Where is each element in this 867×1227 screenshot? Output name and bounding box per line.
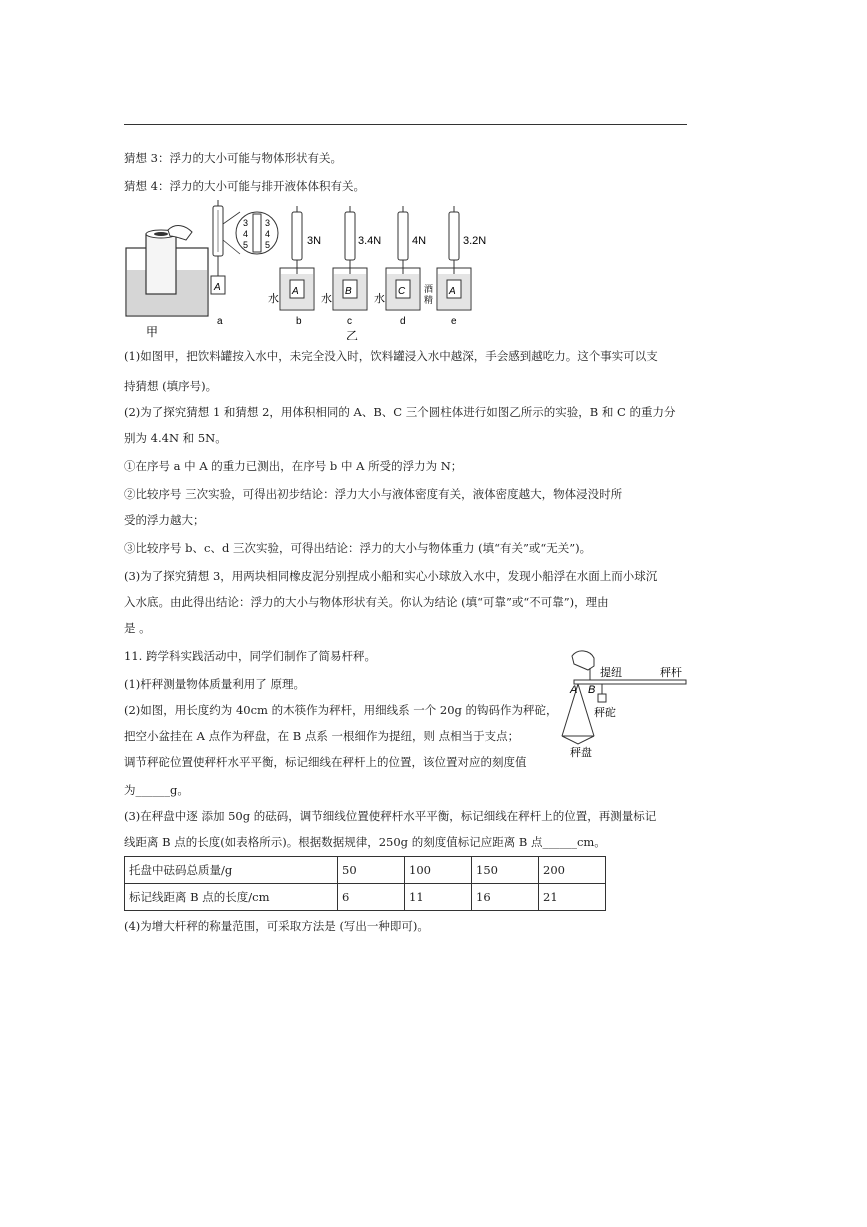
table-cell: 16 (472, 884, 539, 911)
table-cell: 100 (405, 857, 472, 884)
label-chengpan: 秤盘 (570, 747, 592, 758)
liquid-e-1: 酒 (424, 284, 434, 294)
q11-part2-line2: 把空小盆挂在 A 点作为秤盘，在 B 点系 一根细作为提纽，则 点相当于支点； (124, 729, 520, 743)
label-yi: 乙 (346, 329, 359, 340)
q11-title: 11. 跨学科实践活动中，同学们制作了简易杆秤。 (124, 649, 376, 663)
q1-line2: 持猜想 (填序号)。 (124, 379, 218, 393)
sub-c: c (347, 316, 352, 327)
q3-line3: 是 。 (124, 621, 151, 635)
q11-part2-line1: (2)如图，用长度约为 40cm 的木筷作为秤杆，用细线系 一个 20g 的钩码作为秤砣， (124, 703, 558, 717)
q3-line2: 入水底。由此得出结论：浮力的大小与物体形状有关。你认为结论 (填“可靠”或“不可靠”)，理由 (124, 595, 609, 609)
q11-part2-line3: 调节秤砣位置使秤杆水平平衡，标记细线在秤杆上的位置，该位置对应的刻度值 (124, 755, 527, 769)
sub-d: d (400, 316, 406, 327)
label-chengtuo: 秤砣 (594, 707, 616, 719)
scale-5-right: 5 (265, 240, 271, 250)
table-cell: 11 (405, 884, 472, 911)
q2-part1: ①在序号 a 中 A 的重力已测出，在序号 b 中 A 所受的浮力为 N； (124, 459, 463, 473)
liquid-c: 水 (321, 293, 332, 305)
table-cell: 托盘中砝码总质量/g (125, 857, 338, 884)
q1-line1: (1)如图甲，把饮料罐按入水中，未完全没入时，饮料罐浸入水中越深，手会感到越吃力。这个事实可以支 (124, 349, 658, 363)
table-cell: 21 (539, 884, 606, 911)
table-row (125, 857, 606, 884)
point-b: B (588, 684, 596, 696)
guess-4: 猜想 4：浮力的大小可能与排开液体体积有关。 (124, 179, 365, 193)
q11-part3-line1: (3)在秤盘中逐 添加 50g 的砝码，调节细线位置使秤杆水平平衡，标记细线在秤杆上的位置，再测量标记 (124, 809, 657, 823)
header-rule (124, 124, 687, 125)
table-cell: 200 (539, 857, 606, 884)
scale-4-right: 4 (265, 229, 271, 239)
object-b: A (292, 286, 299, 297)
q3-line1: (3)为了探究猜想 3，用两块相同橡皮泥分别捏成小船和实心小球放入水中，发现小船浮在水面上而小球沉 (124, 569, 658, 583)
q2-part2-line2: 受的浮力越大； (124, 513, 205, 527)
label-chenggan: 秤杆 (660, 667, 682, 679)
spring-scale-a (211, 200, 225, 294)
guess-3: 猜想 3：浮力的大小可能与物体形状有关。 (124, 151, 342, 165)
reading-e: 3.2N (463, 235, 487, 247)
table-row (125, 884, 606, 911)
beaker-jia (126, 226, 208, 316)
label-tini: 提纽 (600, 667, 622, 679)
object-e: A (449, 286, 456, 297)
sub-e: e (451, 316, 457, 327)
object-c: B (345, 286, 352, 297)
scale-3: 3 (243, 218, 249, 228)
reading-c: 3.4N (358, 235, 382, 247)
figure-steelyard (560, 646, 690, 758)
object-a: A (214, 282, 221, 293)
q11-part1: (1)杆秤测量物体质量利用了 原理。 (124, 677, 305, 691)
sub-a: a (217, 316, 223, 327)
table-cell: 150 (472, 857, 539, 884)
reading-d: 4N (412, 235, 427, 247)
q2-line2: 别为 4.4N 和 5N。 (124, 431, 227, 445)
label-jia: 甲 (146, 325, 159, 339)
q11-part2-line4: 为______g。 (124, 783, 189, 797)
data-table (124, 856, 606, 911)
q2-part2-line1: ②比较序号 三次实验，可得出初步结论：浮力大小与液体密度有关，液体密度越大，物体浸没时所 (124, 487, 623, 501)
liquid-e-2: 精 (424, 295, 434, 305)
liquid-d: 水 (374, 293, 385, 305)
q11-part3-line2: 线距离 B 点的长度(如表格所示)。根据数据规律，250g 的刻度值标记应距离 B 点______cm。 (124, 835, 606, 849)
q11-part4: (4)为增大杆秤的称量范围，可采取方法是 (写出一种即可)。 (124, 919, 429, 933)
table-cell: 标记线距离 B 点的长度/cm (125, 884, 338, 911)
q2-line1: (2)为了探究猜想 1 和猜想 2，用体积相同的 A、B、C 三个圆柱体进行如图乙所示的实验，B 和 C 的重力分 (124, 405, 676, 419)
liquid-b: 水 (268, 293, 279, 305)
scale-5: 5 (243, 240, 249, 250)
q2-part3: ③比较序号 b、c、d 三次实验，可得出结论：浮力的大小与物体重力 (填“有关”或“无关”)。 (124, 541, 592, 555)
sub-b: b (296, 316, 302, 327)
table-cell: 50 (338, 857, 405, 884)
figure-buoyancy (120, 200, 500, 340)
reading-b: 3N (307, 235, 322, 247)
scale-3-right: 3 (265, 218, 271, 228)
table-cell: 6 (338, 884, 405, 911)
object-d: C (398, 286, 406, 297)
point-a: A (570, 684, 578, 696)
scale-4: 4 (243, 229, 249, 239)
